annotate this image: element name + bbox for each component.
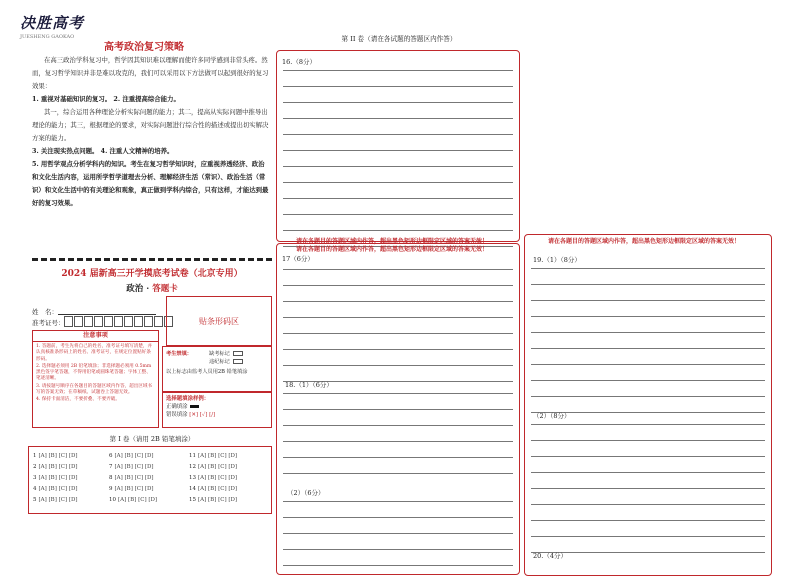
mc-item[interactable] (33, 486, 78, 492)
mc-number: 1 (33, 453, 37, 459)
question-16-label: 16.（8分） (282, 58, 316, 66)
mc-item[interactable] (109, 453, 154, 459)
mc-item[interactable] (189, 486, 237, 492)
mc-number: 12 (189, 464, 196, 470)
mc-item[interactable] (109, 497, 157, 503)
mc-item[interactable] (33, 497, 78, 503)
question-19-2-label: （2）（8分） (533, 412, 571, 420)
mc-options[interactable]: [A] [B] [C] [D] (114, 464, 154, 470)
warning-text: 请在各题目的答题区域内作答，超出黑色矩形边框限定区域的答案无效！ (296, 238, 489, 245)
mc-item[interactable] (189, 464, 237, 470)
strategy-text (32, 54, 270, 210)
strategy-point: 1. 重视对基础知识的复习。 2. 注重提高综合能力。 (32, 95, 180, 103)
mc-options[interactable]: [A] [B] [C] [D] (198, 486, 238, 492)
wrong-fill-samples: [✕] [✓] [/] (189, 412, 216, 418)
mc-item[interactable] (33, 453, 78, 459)
mc-options[interactable]: [A] [B] [C] [D] (198, 453, 238, 459)
mark-note: 以上标志由监考人员用2B 铅笔填涂 (166, 369, 248, 375)
answer-lines[interactable] (531, 409, 765, 553)
question-18-2-label: （2）（6分） (287, 489, 325, 497)
answer-panel-19-20 (524, 234, 772, 576)
notice-box (32, 330, 159, 428)
mc-item[interactable] (189, 453, 237, 459)
logo-subtext: JUESHENG GAOKAO (20, 34, 75, 40)
multiple-choice-grid (28, 446, 272, 514)
answer-lines[interactable] (531, 253, 765, 413)
volume-ii-title: 第 II 卷（请在各试题的答题区内作答） (341, 35, 457, 43)
notice-item: 1. 答题前，考生先将自己的姓名，准考证号填写清楚，并认真核准条形码上的姓名、准考证号，在规定位置贴好条形码。 (36, 344, 153, 362)
answer-lines[interactable] (283, 486, 513, 566)
strategy-title: 高考政治复习策略 (104, 42, 184, 53)
warning-text: 请在各题目的答题区域内作答，超出黑色矩形边框限定区域的答案无效！ (296, 246, 489, 253)
name-label: 姓 名： (32, 308, 58, 316)
notice-item: 3. 请按题号顺序在各题目的答题区域内作答，超出区域书写的答案无效；在草稿纸、试题卷上答题无效。 (36, 383, 153, 396)
mc-options[interactable]: [A] [B] [C] [D] (198, 475, 238, 481)
mc-options[interactable]: [A] [B] [C] [D] (114, 486, 154, 492)
mc-options[interactable]: [A] [B] [C] [D] (38, 497, 78, 503)
mc-number: 9 (109, 486, 113, 492)
mc-options[interactable]: [A] [B] [C] [D] (114, 475, 154, 481)
strategy-point: 3. 关注现实热点问题。 4. 注重人文精神的培养。 (32, 147, 174, 155)
mc-number: 13 (189, 475, 196, 481)
mc-options[interactable]: [A] [B] [C] [D] (198, 464, 238, 470)
violate-label: 违纪标记 (209, 359, 230, 365)
correct-fill-label: 正确填涂 (166, 404, 188, 410)
mc-options[interactable]: [A] [B] [C] [D] (38, 464, 78, 470)
correct-fill-sample (190, 405, 199, 408)
mc-number: 15 (189, 497, 196, 503)
id-boxes[interactable] (64, 316, 174, 327)
mc-item[interactable] (33, 475, 78, 481)
barcode-area (166, 296, 272, 346)
mc-number: 10 (109, 497, 116, 503)
question-18-1-label: 18.（1）（6分） (285, 381, 333, 389)
notice-item: 2. 选择题必须用 2B 铅笔填涂；非选择题必须用 0.5mm 黑色签字笔答题，不得用铅笔或圆珠笔答题；字体工整、笔迹清晰。 (36, 363, 152, 382)
mc-number: 4 (33, 486, 37, 492)
mc-number: 8 (109, 475, 113, 481)
barcode-label: 贴条形码区 (199, 316, 239, 326)
mc-options[interactable]: [A] [B] [C] [D] (118, 497, 158, 503)
mc-item[interactable] (109, 475, 154, 481)
answer-panel-17-18 (276, 243, 520, 575)
exam-title: 2024 届新高三开学摸底考试卷（北京专用） (61, 269, 243, 279)
mc-item[interactable] (33, 464, 78, 470)
fill-example-box (162, 392, 272, 428)
logo-text: 决胜高考 (20, 14, 85, 32)
mc-number: 11 (189, 453, 196, 459)
mc-options[interactable]: [A] [B] [C] [D] (38, 486, 78, 492)
notice-item: 4. 保持卡面清洁，不要折叠、不要弄破。 (36, 397, 120, 403)
mc-item[interactable] (109, 464, 154, 470)
logo (20, 12, 85, 42)
subject-name: 政治 (126, 284, 144, 294)
id-label: 准考证号： (32, 319, 65, 327)
question-20-label: 20.（4分） (533, 552, 567, 560)
mc-item[interactable] (189, 497, 237, 503)
warning-text: 请在各题目的答题区域内作答，超出黑色矩形边框限定区域的答案无效！ (548, 238, 741, 245)
mc-number: 7 (109, 464, 113, 470)
answer-lines[interactable] (283, 55, 513, 247)
mc-item[interactable] (109, 486, 154, 492)
forbid-label: 考生禁填： (166, 351, 192, 357)
answer-lines[interactable] (283, 254, 513, 382)
mc-options[interactable]: [A] [B] [C] [D] (114, 453, 154, 459)
mc-number: 14 (189, 486, 196, 492)
wrong-fill-label: 错误填涂 (166, 412, 188, 418)
notice-title: 注意事项 (33, 331, 158, 342)
absent-checkbox[interactable] (233, 351, 243, 356)
mc-number: 5 (33, 497, 37, 503)
question-17-label: 17（6分） (282, 255, 314, 263)
strategy-point: 5. 用哲学观点分析学科内的知识。考生在复习哲学知识时，应重视养透经济、政治和文化生活内容，运用所学哲学道理去分析、理解经济生活（常识）、政治生活（常识）和文化生活中的有关理论和观象，真正做到学科内综合，只有这样，才能达到最好的复习效果。 (32, 160, 269, 207)
fill-title: 选择题填涂样例： (166, 396, 210, 402)
mc-number: 3 (33, 475, 37, 481)
strategy-paragraph: 在高三政治学科复习中，哲学因其知识难以理解而使许多同学感到非常头疼。然而，复习哲学知识并非是难以攻克的，我们可以采用以下方法做可以起到很好的复习效果： (32, 56, 269, 90)
answer-lines[interactable] (283, 378, 513, 474)
absent-label: 缺考标记 (209, 351, 230, 357)
mc-options[interactable]: [A] [B] [C] [D] (38, 475, 78, 481)
mc-number: 6 (109, 453, 113, 459)
cut-line (32, 258, 272, 261)
mc-item[interactable] (189, 475, 237, 481)
question-19-1-label: 19.（1）（8分） (533, 256, 581, 264)
subject-line (32, 282, 272, 294)
mc-options[interactable]: [A] [B] [C] [D] (198, 497, 238, 503)
answer-card-label: 答题卡 (152, 284, 178, 294)
violate-checkbox[interactable] (233, 359, 243, 364)
answer-panel-16 (276, 50, 520, 242)
mc-options[interactable]: [A] [B] [C] [D] (38, 453, 78, 459)
mark-box (162, 346, 272, 392)
mc-number: 2 (33, 464, 37, 470)
volume-i-title: 第 I 卷（请用 2B 铅笔填涂） (109, 435, 195, 443)
subject-separator: · (146, 284, 150, 294)
name-field[interactable] (58, 314, 156, 315)
strategy-paragraph: 其一，综合运用各种理论分析实际问题的能力；其二，提高从实际问题中推导出理论的能力；其三，根据理论的要求，对实际问题进行综合性的描述或提出切实解决方案的能力。 (32, 108, 269, 142)
